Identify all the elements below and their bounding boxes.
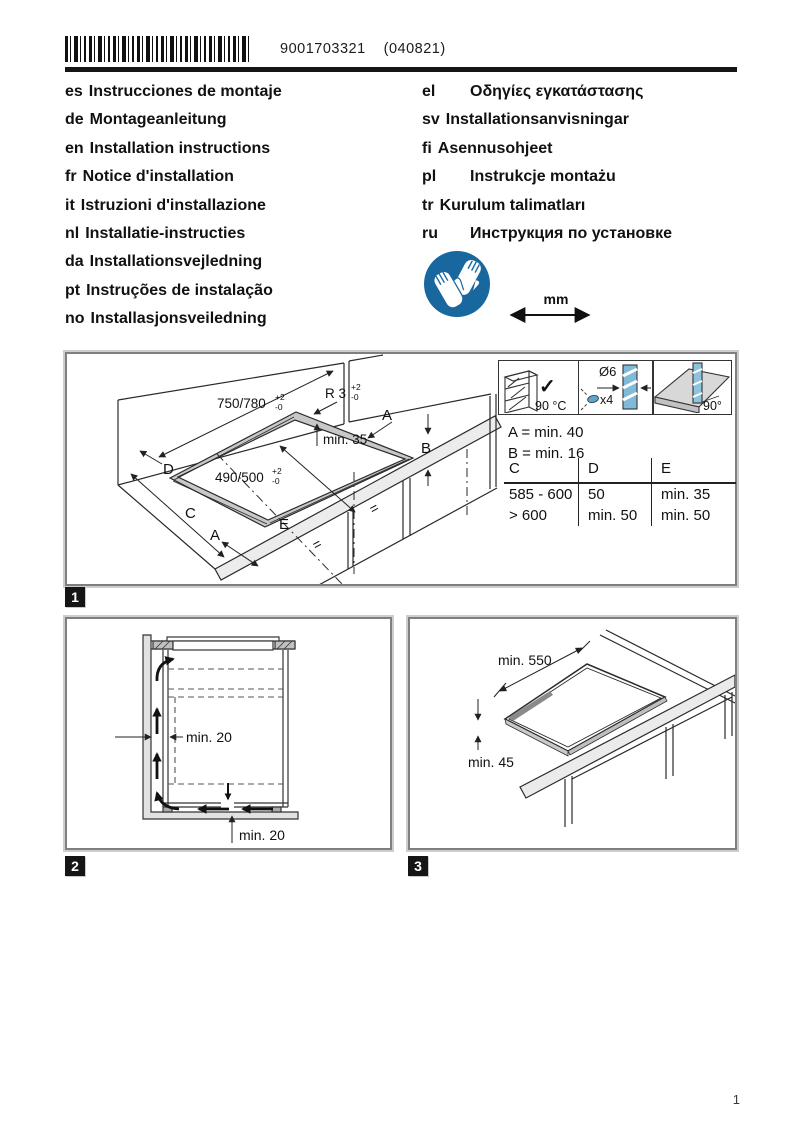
lang-el xyxy=(422,78,672,106)
language-list-left xyxy=(65,78,282,334)
lang-da xyxy=(65,248,282,276)
worktop-depth-drawing xyxy=(410,619,735,848)
dim-letter-c: C xyxy=(185,505,196,522)
cell-c2: > 600 xyxy=(509,507,547,524)
figure-3-worktop-depth xyxy=(408,617,737,850)
lang-title: Istruzioni d'installazione xyxy=(80,196,266,214)
cell-e1: min. 35 xyxy=(651,484,736,505)
front-distance-label: min. 45 xyxy=(468,754,514,770)
cut-angle-label: 90° xyxy=(703,399,722,413)
mm-label: mm xyxy=(543,291,569,307)
cell-c1: 585 - 600 xyxy=(509,486,573,503)
lang-title: Instrucciones de montaje xyxy=(88,83,282,100)
dim-letter-b: B xyxy=(421,440,432,457)
lang-code: pl xyxy=(422,168,437,186)
lang-code: ru xyxy=(422,225,438,243)
lang-code: tr xyxy=(422,196,434,214)
document-number: 9001703321 xyxy=(280,41,366,57)
cell-e2: min. 50 xyxy=(651,505,736,526)
wear-gloves-icon xyxy=(422,249,492,319)
dimension-table xyxy=(504,458,736,526)
ventilation-cross-section-drawing xyxy=(67,619,390,848)
lang-fi xyxy=(422,135,672,163)
figure-2-badge xyxy=(65,856,85,876)
col-header-e: E xyxy=(651,458,736,482)
hole-count-label: x4 xyxy=(599,393,613,407)
mm-unit-note xyxy=(505,291,595,328)
hole-diameter-label: Ø6 xyxy=(598,364,616,379)
lang-es xyxy=(65,78,282,106)
lang-title: Installatie-instructies xyxy=(85,225,246,243)
bottom-gap-label: min. 20 xyxy=(239,827,285,843)
drill-icon xyxy=(579,361,652,413)
lang-title: Instrukcje montażu xyxy=(470,168,616,186)
lang-code: no xyxy=(65,310,85,328)
dim-width-label: 750/780 xyxy=(217,396,266,411)
lang-title: Kurulum talimatları xyxy=(439,196,586,214)
worktop-depth-label: min. 550 xyxy=(498,652,552,668)
equal-mark-left: = xyxy=(309,535,325,553)
dim-width-tol-plus: +2 xyxy=(275,392,285,402)
figure-2-ventilation xyxy=(65,617,392,850)
cell-d1: 50 xyxy=(578,484,651,505)
lang-code: de xyxy=(65,111,84,129)
lang-it xyxy=(65,192,282,220)
legend-a: A = min. 40 xyxy=(508,424,584,441)
figure-1-cutout-dimensions xyxy=(65,352,737,586)
badge-number: 3 xyxy=(414,858,422,874)
figure-1-badge xyxy=(65,587,85,607)
lang-en xyxy=(65,135,282,163)
lang-title: Installation instructions xyxy=(89,139,271,157)
dim-radius-label: R 3 xyxy=(325,386,347,401)
dim-letter-d: D xyxy=(163,461,174,478)
panel-heat-resistant xyxy=(498,360,579,415)
lang-title: Инструкция по установке xyxy=(470,225,673,243)
lang-sv xyxy=(422,106,672,134)
dim-depth-label: 490/500 xyxy=(215,470,264,485)
dim-radius-tol-minus: -0 xyxy=(351,392,359,402)
figure-3-badge xyxy=(408,856,428,876)
table-row xyxy=(504,484,736,505)
lang-title: Notice d'installation xyxy=(82,168,234,186)
dim-depth-tol-plus: +2 xyxy=(272,466,282,476)
lang-title: Installationsvejledning xyxy=(89,253,263,271)
barcode xyxy=(65,36,250,62)
document-batch: (040821) xyxy=(383,41,446,57)
dim-radius-tol-plus: +2 xyxy=(351,382,361,392)
cell-d2: min. 50 xyxy=(578,505,651,526)
panel-drill-holes xyxy=(578,360,654,415)
lang-title: Installationsanvisningar xyxy=(445,111,629,129)
table-header-row xyxy=(504,458,736,484)
lang-code: sv xyxy=(422,111,440,129)
lang-pt xyxy=(65,277,282,305)
lang-nl xyxy=(65,220,282,248)
dim-letter-a-top: A xyxy=(382,407,393,424)
temp-rating-label: 90 °C xyxy=(535,399,567,413)
dim-min35-label: min. 35 xyxy=(323,432,368,447)
col-header-d: D xyxy=(578,458,651,482)
equal-mark-right: = xyxy=(366,499,382,517)
lang-code: en xyxy=(65,139,84,157)
badge-number: 1 xyxy=(71,589,79,605)
lang-code: el xyxy=(422,83,436,100)
document-number-line xyxy=(280,41,446,57)
heat-resistant-cabinet-icon xyxy=(499,361,577,413)
lang-code: pt xyxy=(65,281,81,299)
lang-title: Asennusohjeet xyxy=(437,139,553,157)
panel-saw-angle xyxy=(652,360,732,415)
header-divider xyxy=(65,67,737,72)
requirement-panels xyxy=(498,360,735,415)
lang-title: Installasjonsveiledning xyxy=(90,310,267,328)
lang-code: nl xyxy=(65,225,80,243)
col-header-c: C xyxy=(509,460,520,477)
lang-title: Instruções de instalação xyxy=(86,281,273,299)
legend-b: B = min. 16 xyxy=(508,445,585,462)
dim-letter-e: E xyxy=(279,516,290,533)
lang-title: Montageanleitung xyxy=(89,111,227,129)
lang-code: fr xyxy=(65,168,77,186)
saw-cut-icon xyxy=(653,361,730,413)
check-icon: ✓ xyxy=(539,376,556,398)
table-row xyxy=(504,505,736,526)
dim-width-tol-minus: -0 xyxy=(275,402,283,412)
lang-fr xyxy=(65,163,282,191)
lang-code: fi xyxy=(422,139,432,157)
lang-ru xyxy=(422,220,672,248)
lang-code: da xyxy=(65,253,84,271)
dim-letter-a-bottom: A xyxy=(210,527,221,544)
lang-code: it xyxy=(65,196,75,214)
page-number: 1 xyxy=(732,1092,740,1107)
dim-depth-tol-minus: -0 xyxy=(272,476,280,486)
badge-number: 2 xyxy=(71,858,79,874)
language-list-right xyxy=(422,78,672,248)
mm-double-arrow-icon xyxy=(505,307,595,323)
lang-tr xyxy=(422,192,672,220)
side-gap-label: min. 20 xyxy=(186,729,232,745)
lang-pl xyxy=(422,163,672,191)
lang-no xyxy=(65,305,282,333)
lang-title: Οδηγίες εγκατάστασης xyxy=(470,83,644,100)
lang-code: es xyxy=(65,83,83,100)
lang-de xyxy=(65,106,282,134)
